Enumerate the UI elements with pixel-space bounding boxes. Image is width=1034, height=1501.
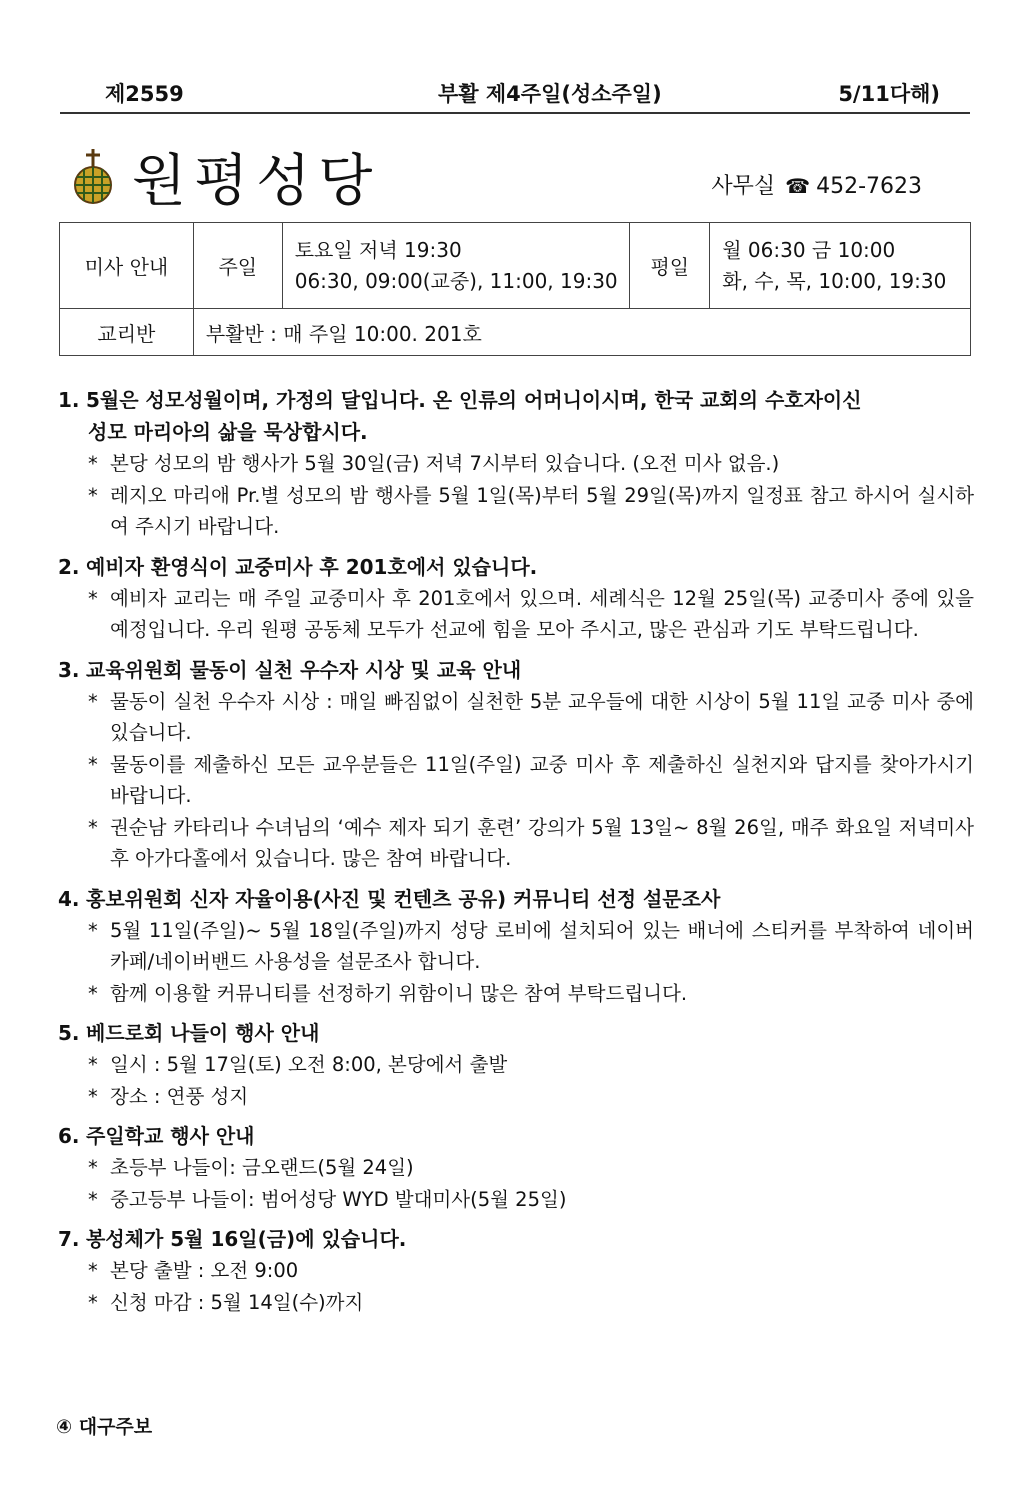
asterisk-icon: *: [88, 1084, 98, 1108]
notice-bullet: * 일시 : 5월 17일(토) 오전 8:00, 본당에서 출발: [58, 1049, 974, 1081]
notice-heading: 교육위원회 물동이 실천 우수자 시상 및 교육 안내: [86, 657, 522, 682]
bulletin-header: [60, 70, 970, 114]
notice-item: [58, 1120, 974, 1215]
footer-source: ④ 대구주보: [56, 1416, 153, 1438]
notice-bullet: * 권순남 카타리나 수녀님의 ‘예수 제자 되기 훈련’ 강의가 5월 13일~ 8월 26일, 매주 화요일 저녁미사 후 아가다홀에서 있습니다. 많은 참여 바랍니다.: [58, 812, 974, 875]
notice-bullet: * 장소 : 연풍 성지: [58, 1081, 974, 1113]
sunday-time-line: 06:30, 09:00(교중), 11:00, 19:30: [294, 268, 618, 293]
office-contact: [711, 169, 922, 200]
notice-number: 7.: [58, 1227, 80, 1251]
notice-heading: 홍보위원회 신자 자율이용(사진 및 컨텐츠 공유) 커뮤니티 선정 설문조사: [86, 886, 721, 911]
notice-heading: 예비자 환영식이 교중미사 후 201호에서 있습니다.: [86, 554, 538, 579]
notice-bullet: * 물동이 실천 우수자 시상 : 매일 빠짐없이 실천한 5분 교우들에 대한 시상이 5월 11일 교중 미사 중에 있습니다.: [58, 686, 974, 749]
asterisk-icon: *: [88, 918, 98, 942]
notice-item: [58, 1223, 974, 1318]
church-globe-cross-icon: [68, 147, 118, 207]
asterisk-icon: *: [88, 1259, 98, 1282]
notice-bullet: * 물동이를 제출하신 모든 교우분들은 11일(주일) 교중 미사 후 제출하신 실천지와 답지를 찾아가시기 바랍니다.: [58, 749, 974, 812]
weekday-times: [710, 223, 971, 309]
asterisk-icon: *: [88, 1290, 98, 1314]
sunday-time-line: 토요일 저녁 19:30: [294, 237, 462, 262]
catechism-label: 교리반: [60, 309, 194, 356]
notice-heading: 5월은 성모성월이며, 가정의 달입니다. 온 인류의 어머니이시며, 한국 교회의 수호자이신: [86, 388, 862, 412]
asterisk-icon: *: [88, 689, 98, 713]
notice-heading: 베드로회 나들이 행사 안내: [86, 1021, 320, 1045]
notice-item: [58, 1017, 974, 1112]
notice-number: 6.: [58, 1124, 80, 1148]
notice-bullet: * 예비자 교리는 매 주일 교중미사 후 201호에서 있으며. 세례식은 12월 25일(목) 교중미사 중에 있을 예정입니다. 우리 원평 공동체 모두가 선교에 힘을 모아 주시고, 많은 관심과 기도 부탁드립니다.: [58, 583, 974, 646]
notice-bullet: * 신청 마감 : 5월 14일(수)까지: [58, 1287, 974, 1319]
notice-bullet: * 본당 출발 : 오전 9:00: [58, 1255, 974, 1287]
liturgical-day: 부활 제4주일(성소주일): [438, 82, 662, 106]
weekday-time-line: 월 06:30 금 10:00: [722, 237, 896, 262]
notice-heading: 주일학교 행사 안내: [86, 1124, 255, 1148]
notice-bullet: * 본당 성모의 밤 행사가 5월 30일(금) 저녁 7시부터 있습니다. (오전 미사 없음.): [58, 448, 974, 480]
asterisk-icon: *: [88, 1053, 98, 1076]
notice-bullet: * 초등부 나들이: 금오랜드(5월 24일): [58, 1152, 974, 1184]
notice-number: 4.: [58, 886, 80, 911]
mass-schedule-table: [59, 222, 971, 356]
asterisk-icon: *: [88, 1156, 98, 1179]
asterisk-icon: *: [88, 815, 98, 839]
office-phone: 452-7623: [816, 174, 922, 199]
phone-icon: ☎: [785, 174, 811, 198]
catechism-detail: 부활반 : 매 주일 10:00. 201호: [193, 309, 970, 356]
asterisk-icon: *: [88, 1187, 98, 1211]
issue-number: 제2559: [105, 82, 184, 106]
church-title-row: [60, 135, 970, 215]
notice-item: [58, 883, 974, 1010]
sunday-times: [282, 223, 630, 309]
sunday-label: 주일: [193, 223, 282, 309]
church-name: 원평성당: [132, 149, 381, 214]
notice-bullet: * 함께 이용할 커뮤니티를 선정하기 위함이니 많은 참여 부탁드립니다.: [58, 978, 974, 1010]
notice-item: [58, 384, 974, 543]
office-label: 사무실: [711, 174, 776, 199]
notice-bullet: * 5월 11일(주일)~ 5월 18일(주일)까지 성당 로비에 설치되어 있는 배너에 스티커를 부착하여 네이버카페/네이버밴드 사용성을 설문조사 합니다.: [58, 915, 974, 978]
notice-number: 2.: [58, 554, 80, 579]
weekday-label: 평일: [630, 223, 710, 309]
notice-bullet: * 레지오 마리애 Pr.별 성모의 밤 행사를 5월 1일(목)부터 5월 29일(목)까지 일정표 참고 하시어 실시하여 주시기 바랍니다.: [58, 480, 974, 543]
asterisk-icon: *: [88, 981, 98, 1005]
asterisk-icon: *: [88, 586, 98, 610]
bulletin-date: 5/11다해): [838, 82, 940, 106]
weekday-time-line: 화, 수, 목, 10:00, 19:30: [722, 268, 947, 293]
asterisk-icon: *: [88, 452, 98, 475]
notice-heading: 봉성체가 5월 16일(금)에 있습니다.: [86, 1227, 407, 1251]
notice-number: 5.: [58, 1021, 80, 1045]
notice-number: 3.: [58, 657, 80, 682]
notice-number: 1.: [58, 388, 80, 412]
notice-item: [58, 551, 974, 646]
mass-label: 미사 안내: [60, 223, 194, 309]
notice-heading-continued: 성모 마리아의 삶을 묵상합시다.: [88, 420, 368, 444]
notice-item: [58, 654, 974, 875]
notice-bullet: * 중고등부 나들이: 범어성당 WYD 발대미사(5월 25일): [58, 1184, 974, 1216]
asterisk-icon: *: [88, 752, 98, 776]
asterisk-icon: *: [88, 483, 98, 507]
notice-list: [58, 384, 974, 1318]
